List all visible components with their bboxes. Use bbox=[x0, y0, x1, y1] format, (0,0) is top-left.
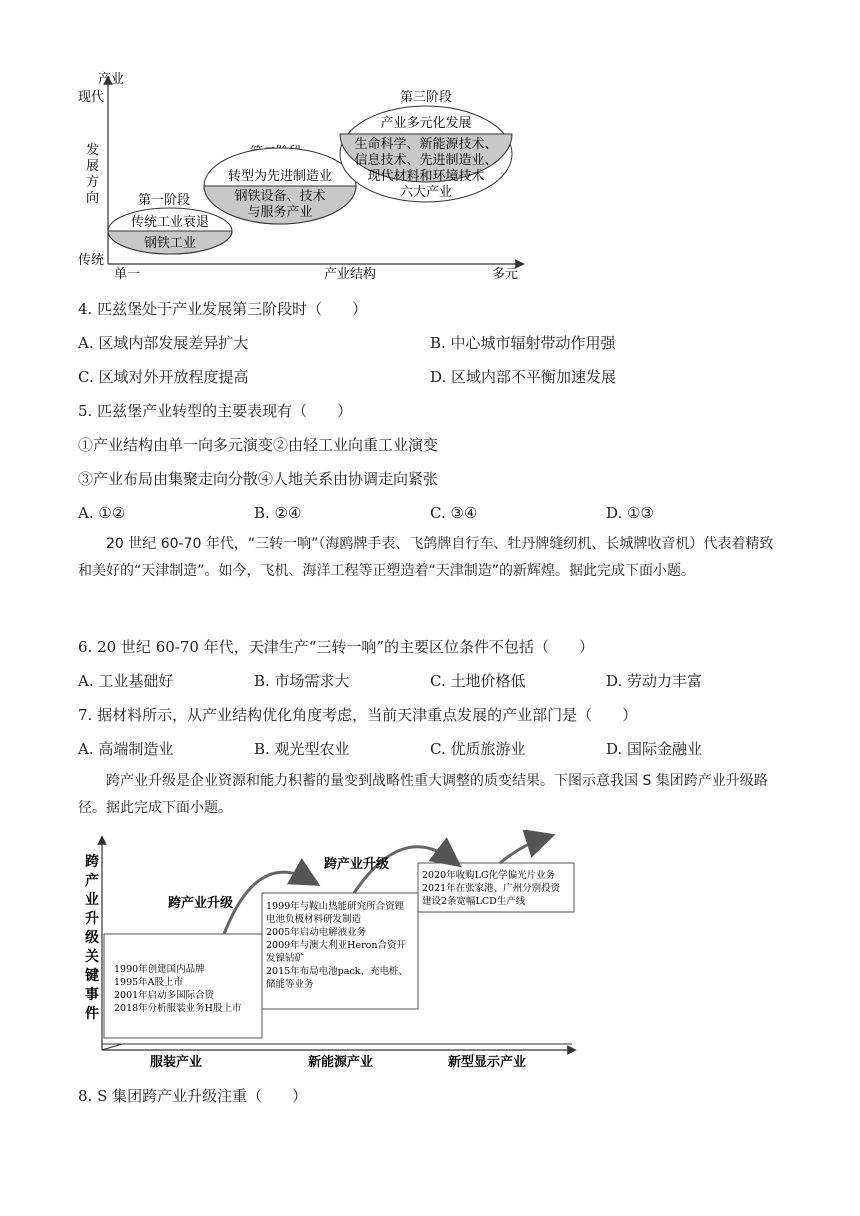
display-event-3: 建设2条宽幅LCD生产线 bbox=[422, 896, 526, 907]
question-4-stem: 4. 匹兹堡处于产业发展第三阶段时（ ） bbox=[78, 300, 368, 318]
stage-3 bbox=[340, 90, 512, 202]
stage-3-title: 第三阶段 bbox=[400, 90, 453, 105]
stage-3-bottom-1: 生命科学、新能源技术、 bbox=[354, 137, 498, 152]
question-4-option-a[interactable]: A. 区域内部发展差异扩大 bbox=[78, 334, 249, 352]
question-6-option-b[interactable]: B. 市场需求大 bbox=[254, 672, 350, 690]
garment-event-1: 1990年创建国内品牌 bbox=[114, 964, 205, 975]
fig2-y-label-2: 产 bbox=[85, 873, 99, 889]
question-4-option-b[interactable]: B. 中心城市辐射带动作用强 bbox=[430, 334, 616, 352]
new-energy-event-1: 1999年与鞍山热能研究所合资锂 bbox=[266, 901, 405, 912]
new-energy-event-2: 电池负极材料研发制造 bbox=[266, 914, 362, 925]
upgrade-label-2: 跨产业升级 bbox=[324, 857, 390, 872]
fig2-y-label-4: 升 bbox=[85, 911, 99, 927]
fig2-y-label-9: 件 bbox=[85, 1006, 99, 1022]
question-7-stem: 7. 据材料所示，从产业结构优化角度考虑，当前天津重点发展的产业部门是（ ） bbox=[78, 706, 638, 724]
stage-2-bottom-1: 钢铁设备、技术 bbox=[234, 189, 326, 204]
display-event-2: 2021年在张家港、广州分别投资 bbox=[422, 883, 561, 894]
question-6-option-c[interactable]: C. 土地价格低 bbox=[430, 672, 526, 690]
fig2-axis-diagonal bbox=[102, 1044, 122, 1050]
question-5-stem: 5. 匹兹堡产业转型的主要表现有（ ） bbox=[78, 402, 353, 420]
fig2-y-label-7: 键 bbox=[85, 968, 99, 984]
question-5-option-c[interactable]: C. ③④ bbox=[430, 504, 478, 522]
fig2-y-label-3: 业 bbox=[85, 892, 99, 908]
question-7-option-a[interactable]: A. 高端制造业 bbox=[78, 740, 174, 758]
garment-event-3: 2001年启动多国际合资 bbox=[114, 990, 215, 1001]
stage-1-bottom: 钢铁工业 bbox=[143, 236, 197, 251]
industry-stage-diagram bbox=[70, 68, 540, 284]
question-6-option-d[interactable]: D. 劳动力丰富 bbox=[606, 672, 703, 690]
question-4-option-c[interactable]: C. 区域对外开放程度提高 bbox=[78, 368, 249, 386]
stage-2 bbox=[204, 145, 356, 224]
question-4-option-d[interactable]: D. 区域内部不平衡加速发展 bbox=[430, 368, 617, 386]
new-energy-event-4: 2009年与澳大利亚Heron合资开 bbox=[266, 940, 406, 951]
question-7-option-c[interactable]: C. 优质旅游业 bbox=[430, 740, 526, 758]
display-event-1: 2020年收购LG化学偏光片业务 bbox=[422, 870, 556, 881]
y-axis-label-4: 向 bbox=[86, 191, 100, 206]
question-5-option-b[interactable]: B. ②④ bbox=[254, 504, 302, 522]
question-7-option-b[interactable]: B. 观光型农业 bbox=[254, 740, 350, 758]
y-axis-label-1: 发 bbox=[86, 143, 100, 158]
new-energy-event-3: 2005年启动电解液业务 bbox=[266, 927, 367, 938]
stage-2-top: 转型为先进制造业 bbox=[227, 169, 333, 184]
stage-3-bottom-2: 信息技术、先进制造业、 bbox=[354, 153, 498, 168]
x-axis-single-label: 单一 bbox=[114, 267, 141, 282]
y-axis-modern-label: 现代 bbox=[78, 90, 105, 105]
y-axis-traditional-label: 传统 bbox=[78, 253, 105, 268]
fig2-y-label-1: 跨 bbox=[85, 854, 99, 870]
question-8-stem: 8. S 集团跨产业升级注重（ ） bbox=[78, 1087, 308, 1105]
upgrade-label-1: 跨产业升级 bbox=[168, 896, 234, 911]
question-6-option-a[interactable]: A. 工业基础好 bbox=[78, 672, 174, 690]
stage-2-bottom-2: 与服务产业 bbox=[247, 205, 313, 220]
stage-3-top: 产业多元化发展 bbox=[380, 116, 472, 131]
s-group-upgrade-diagram bbox=[82, 830, 582, 1075]
question-5-statement-line-1: ①产业结构由单一向多元演变②由轻工业向重工业演变 bbox=[78, 436, 439, 454]
new-energy-event-7: 储能等业务 bbox=[266, 979, 314, 990]
garment-event-2: 1995年A股上市 bbox=[114, 977, 184, 988]
y-axis-label-3: 方 bbox=[86, 175, 100, 190]
x-label-garment: 服装产业 bbox=[150, 1055, 203, 1070]
x-label-new-energy: 新能源产业 bbox=[308, 1055, 374, 1070]
y-axis-label-2: 展 bbox=[86, 159, 100, 174]
question-7-option-d[interactable]: D. 国际金融业 bbox=[606, 740, 703, 758]
fig2-y-label-8: 事 bbox=[85, 987, 99, 1003]
question-5-option-a[interactable]: A. ①② bbox=[78, 504, 126, 522]
question-6-stem: 6. 20 世纪 60-70 年代，天津生产“三转一响”的主要区位条件不包括（ ） bbox=[78, 638, 595, 656]
stage-1-title: 第一阶段 bbox=[138, 193, 191, 208]
upgrade-arrow-3 bbox=[500, 838, 544, 863]
stage-1-top: 传统工业衰退 bbox=[130, 215, 210, 230]
new-energy-event-6: 2015年布局电池pack、充电桩、 bbox=[266, 966, 408, 977]
question-5-option-d[interactable]: D. ①③ bbox=[606, 504, 654, 522]
material-paragraph-s-group: 跨产业升级是企业资源和能力积蓄的量变到战略性重大调整的质变结果。下图示意我国 S 集团跨产业升级路径。据此完成下面小题。 bbox=[78, 773, 768, 816]
fig2-y-label-6: 关 bbox=[85, 949, 99, 965]
y-axis-top-label: 产业 bbox=[98, 72, 125, 87]
fig2-y-label-5: 级 bbox=[85, 930, 99, 946]
stage-3-bottom-3: 现代材料和环境技术 bbox=[367, 169, 485, 184]
question-5-statement-line-2: ③产业布局由集聚走向分散④人地关系由协调走向紧张 bbox=[78, 470, 439, 488]
new-energy-event-5: 发镍钴矿 bbox=[266, 953, 305, 964]
x-label-new-display: 新型显示产业 bbox=[448, 1055, 527, 1070]
x-axis-label: 产业结构 bbox=[324, 267, 377, 282]
stage-3-bottom-4: 六大产业 bbox=[399, 185, 453, 200]
material-paragraph-tianjin: 20 世纪 60-70 年代，“三转一响”（海鸥牌手表、飞鸽牌自行车、牡丹牌缝纫机、长城牌收音机）代表着精致和美好的“天津制造”。如今，飞机、海洋工程等正塑造着“天津制造”的新辉煌。据此完成下面小题。 bbox=[78, 536, 774, 579]
garment-event-4: 2018年分析服装业务H股上市 bbox=[114, 1003, 242, 1014]
x-axis-multi-label: 多元 bbox=[492, 267, 519, 282]
